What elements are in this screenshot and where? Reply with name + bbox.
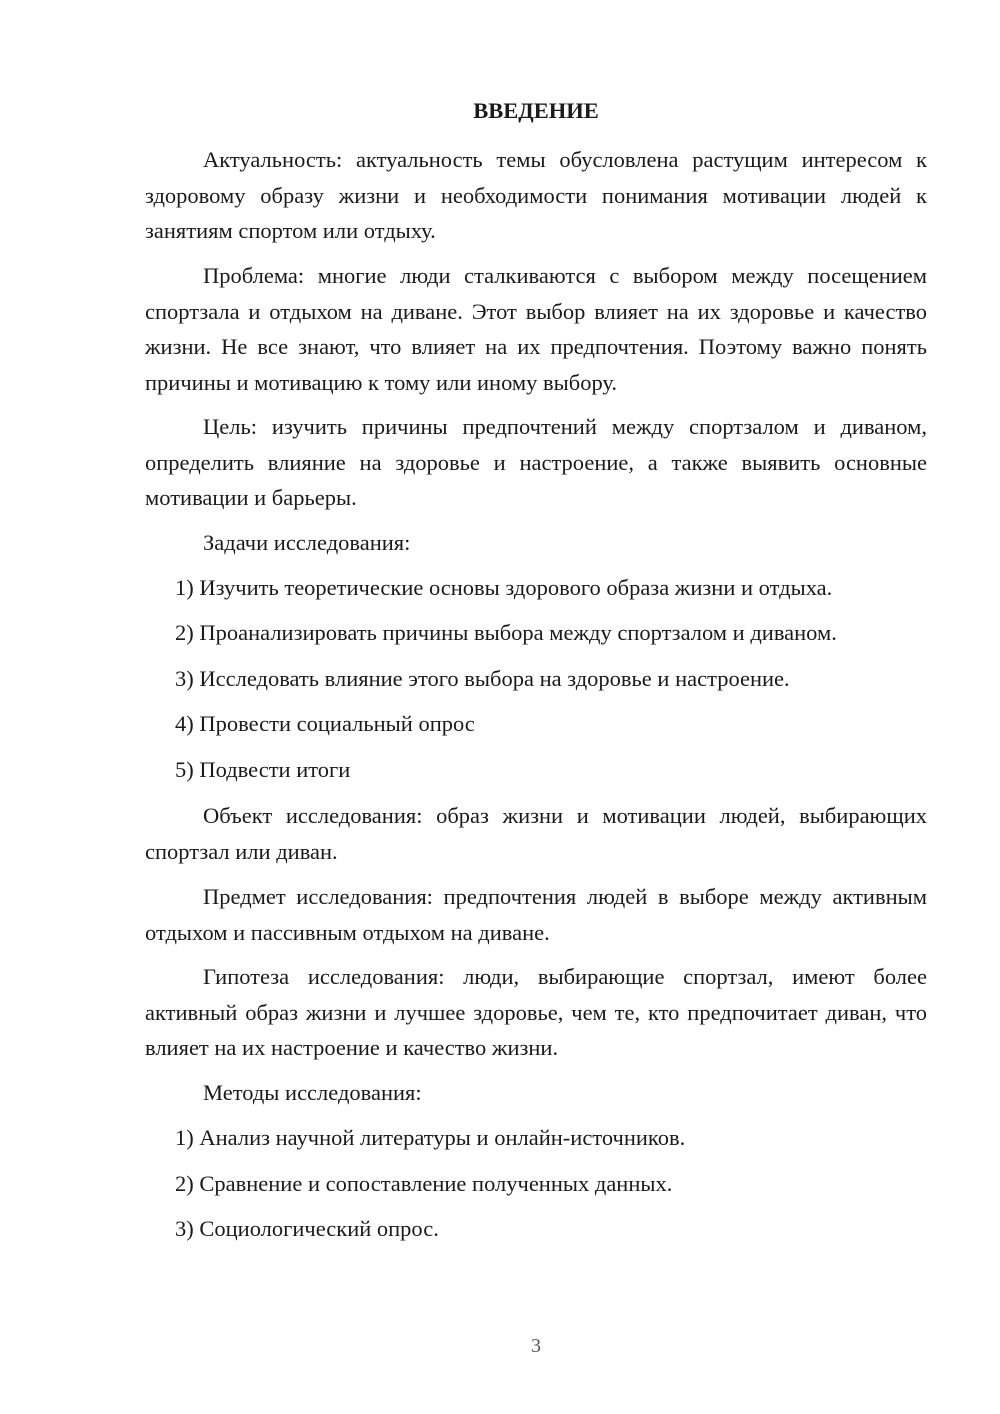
methods-heading: Методы исследования: bbox=[203, 1080, 422, 1105]
relevance-paragraph: Актуальность: актуальность темы обусловлена растущим интересом к здоровому образу жизни и необходимости понимания мотивации людей к занятиям спортом или отдыху. bbox=[145, 147, 927, 243]
task-item: 1) Изучить теоретические основы здорового образа жизни и отдыха. bbox=[175, 575, 833, 600]
task-item: 2) Проанализировать причины выбора между спортзалом и диваном. bbox=[175, 620, 837, 645]
goal-paragraph: Цель: изучить причины предпочтений между спортзалом и диваном, определить влияние на здоровье и настроение, а также выявить основные мотивации и барьеры. bbox=[145, 414, 927, 510]
method-item: 2) Сравнение и сопоставление полученных данных. bbox=[175, 1171, 673, 1196]
hypothesis-paragraph: Гипотеза исследования: люди, выбирающие спортзал, имеют более активный образ жизни и лучшее здоровье, чем те, кто предпочитает диван, что влияет на их настроение и качество жизни. bbox=[145, 964, 927, 1060]
task-item: 4) Провести социальный опрос bbox=[175, 711, 475, 736]
page-title: ВВЕДЕНИЕ bbox=[473, 98, 599, 123]
task-item: 3) Исследовать влияние этого выбора на здоровье и настроение. bbox=[175, 666, 790, 691]
method-item: 1) Анализ научной литературы и онлайн-источников. bbox=[175, 1125, 686, 1150]
tasks-heading: Задачи исследования: bbox=[203, 530, 411, 555]
page-number: 3 bbox=[531, 1335, 541, 1357]
object-paragraph: Объект исследования: образ жизни и мотивации людей, выбирающих спортзал или диван. bbox=[145, 803, 927, 864]
task-item: 5) Подвести итоги bbox=[175, 757, 351, 782]
subject-paragraph: Предмет исследования: предпочтения людей в выборе между активным отдыхом и пассивным отдыхом на диване. bbox=[145, 884, 927, 945]
problem-paragraph: Проблема: многие люди сталкиваются с выбором между посещением спортзала и отдыхом на диване. Этот выбор влияет на их здоровье и качество жизни. Не все знают, что влияет на их предпочтения. Поэтому важно понять причины и мотивацию к тому или иному выбору. bbox=[145, 263, 927, 395]
method-item: 3) Социологический опрос. bbox=[175, 1216, 439, 1241]
